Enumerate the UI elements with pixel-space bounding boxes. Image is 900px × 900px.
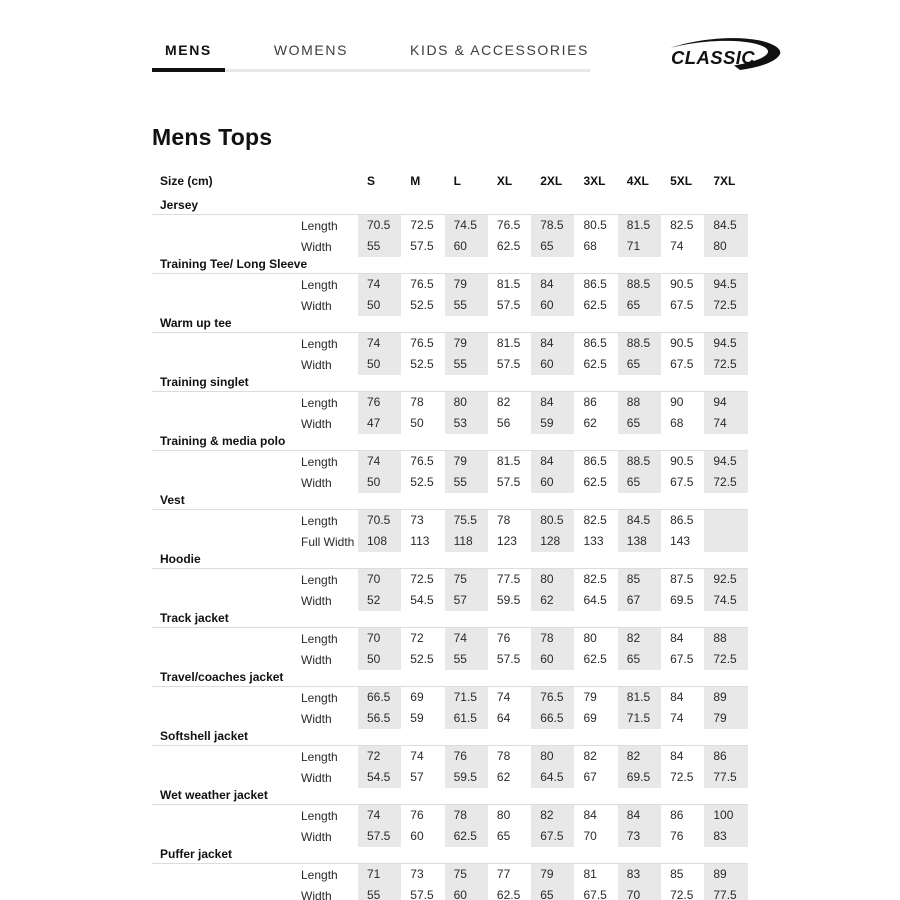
data-cell: 60	[445, 236, 488, 257]
data-cell: 72.5	[704, 295, 747, 316]
data-cell: 72	[358, 746, 401, 767]
data-cell: 84	[531, 274, 574, 295]
data-cell: 50	[358, 472, 401, 493]
size-unit-label: Size (cm)	[160, 174, 213, 188]
data-cell: 72	[410, 631, 424, 645]
data-cell: 86	[704, 746, 747, 767]
data-cell: 82	[583, 749, 597, 763]
data-cell: 59	[410, 711, 424, 725]
measure-label: Length	[301, 218, 338, 233]
data-cell: 77.5	[704, 885, 747, 900]
data-cell: 77.5	[704, 767, 747, 788]
category-label: Travel/coaches jacket	[152, 670, 748, 687]
data-cell: 79	[704, 708, 747, 729]
table-row	[152, 628, 748, 649]
data-cell: 88.5	[618, 274, 661, 295]
data-cell: 77	[496, 867, 511, 881]
data-cell: 68	[583, 239, 597, 253]
data-cell: 90	[670, 395, 684, 409]
data-cell: 67.5	[531, 826, 574, 847]
data-cell: 82.5	[583, 513, 607, 527]
table-row	[152, 767, 748, 788]
data-cell: 72.5	[704, 472, 747, 493]
category-label: Training & media polo	[152, 434, 748, 451]
data-cell: 71	[358, 864, 401, 885]
data-cell: 76.5	[410, 336, 434, 350]
data-cell: 82.5	[583, 572, 607, 586]
data-cell: 73	[410, 513, 424, 527]
data-cell: 86.5	[583, 277, 607, 291]
data-cell: 67	[583, 770, 597, 784]
measure-label: Length	[301, 690, 338, 705]
data-cell: 57	[410, 770, 424, 784]
data-cell: 65	[496, 829, 511, 843]
data-cell: 66.5	[531, 708, 574, 729]
size-column-header: 3XL	[583, 174, 606, 188]
data-cell: 76	[410, 808, 424, 822]
data-cell	[704, 531, 747, 552]
data-cell: 81.5	[496, 336, 521, 350]
data-cell: 90.5	[670, 277, 694, 291]
data-cell: 76.5	[410, 277, 434, 291]
data-cell: 79	[445, 274, 488, 295]
data-cell: 50	[358, 649, 401, 670]
data-cell: 77.5	[496, 572, 521, 586]
data-cell: 86.5	[670, 513, 694, 527]
data-cell: 64.5	[531, 767, 574, 788]
data-cell: 88	[618, 392, 661, 413]
category-label: Vest	[152, 493, 748, 510]
data-cell: 80	[583, 631, 597, 645]
data-cell: 71.5	[445, 687, 488, 708]
size-table	[152, 171, 748, 900]
table-row	[152, 295, 748, 316]
data-cell: 128	[531, 531, 574, 552]
data-cell: 75	[445, 569, 488, 590]
data-cell: 84	[670, 690, 684, 704]
data-cell: 82.5	[670, 218, 694, 232]
data-cell: 80	[704, 236, 747, 257]
data-cell: 57.5	[410, 888, 434, 900]
size-column-header: 7XL	[713, 174, 736, 188]
data-cell: 72.5	[704, 649, 747, 670]
data-cell: 55	[445, 472, 488, 493]
data-cell: 70	[358, 569, 401, 590]
page	[152, 30, 772, 900]
data-cell: 67.5	[583, 888, 607, 900]
measure-label: Length	[301, 513, 338, 528]
measure-label: Width	[301, 416, 332, 431]
data-cell: 79	[583, 690, 597, 704]
table-row	[152, 236, 748, 257]
data-cell: 60	[445, 885, 488, 900]
data-cell: 138	[618, 531, 661, 552]
data-cell: 88.5	[618, 333, 661, 354]
data-cell: 65	[531, 885, 574, 900]
data-cell: 55	[358, 236, 401, 257]
category-label: Puffer jacket	[152, 847, 748, 864]
data-cell: 69	[583, 711, 597, 725]
data-cell: 62.5	[583, 475, 607, 489]
measure-label: Width	[301, 298, 332, 313]
data-cell: 70	[618, 885, 661, 900]
measure-label: Width	[301, 593, 332, 608]
data-cell: 67.5	[670, 475, 694, 489]
measure-label: Width	[301, 888, 332, 900]
data-cell: 79	[445, 333, 488, 354]
size-column-header: L	[453, 174, 461, 188]
data-cell: 50	[410, 416, 424, 430]
data-cell: 62.5	[583, 298, 607, 312]
data-cell: 118	[445, 531, 488, 552]
table-row	[152, 510, 748, 531]
data-cell: 78	[496, 513, 511, 527]
data-cell: 78	[410, 395, 424, 409]
table-row	[152, 215, 748, 236]
data-cell: 69	[410, 690, 424, 704]
data-cell: 78	[445, 805, 488, 826]
data-cell: 76.5	[410, 454, 434, 468]
data-cell: 65	[618, 649, 661, 670]
tab-list	[152, 36, 590, 72]
measure-label: Width	[301, 652, 332, 667]
data-cell: 57.5	[410, 239, 434, 253]
data-cell: 54.5	[358, 767, 401, 788]
data-cell: 62	[583, 416, 597, 430]
data-cell: 74	[670, 711, 684, 725]
data-cell: 76.5	[496, 218, 521, 232]
data-cell: 62.5	[583, 652, 607, 666]
table-row	[152, 826, 748, 847]
data-cell: 57.5	[496, 357, 521, 371]
data-cell: 55	[445, 649, 488, 670]
data-cell: 84	[531, 392, 574, 413]
data-cell	[704, 510, 747, 531]
data-cell: 84	[618, 805, 661, 826]
data-cell: 60	[531, 472, 574, 493]
data-cell: 86	[670, 808, 684, 822]
data-cell: 86.5	[583, 336, 607, 350]
data-cell: 56.5	[358, 708, 401, 729]
measure-label: Length	[301, 631, 338, 646]
table-row	[152, 590, 748, 611]
category-label: Training singlet	[152, 375, 748, 392]
data-cell: 74	[410, 749, 424, 763]
data-cell: 69.5	[670, 593, 694, 607]
measure-label: Length	[301, 277, 338, 292]
data-cell: 79	[531, 864, 574, 885]
data-cell: 74	[358, 805, 401, 826]
data-cell: 72.5	[704, 354, 747, 375]
data-cell: 65	[618, 413, 661, 434]
data-cell: 72.5	[670, 770, 694, 784]
data-cell: 84	[670, 749, 684, 763]
data-cell: 82	[618, 746, 661, 767]
data-cell: 62.5	[496, 888, 521, 900]
data-cell: 86.5	[583, 454, 607, 468]
data-cell: 59.5	[445, 767, 488, 788]
data-cell: 62	[531, 590, 574, 611]
data-cell: 94.5	[704, 451, 747, 472]
data-cell: 75.5	[445, 510, 488, 531]
data-cell: 52.5	[410, 475, 434, 489]
data-cell: 67.5	[670, 652, 694, 666]
data-cell: 81.5	[496, 454, 521, 468]
data-cell: 89	[704, 864, 747, 885]
data-cell: 84	[531, 451, 574, 472]
data-cell: 67.5	[670, 357, 694, 371]
data-cell: 86	[583, 395, 597, 409]
data-cell: 53	[445, 413, 488, 434]
table-row	[152, 885, 748, 900]
data-cell: 76.5	[531, 687, 574, 708]
data-cell: 78	[531, 628, 574, 649]
data-cell: 55	[445, 354, 488, 375]
data-cell: 78	[496, 749, 511, 763]
measure-label: Length	[301, 749, 338, 764]
measure-label: Length	[301, 454, 338, 469]
data-cell: 90.5	[670, 454, 694, 468]
data-cell: 80	[531, 746, 574, 767]
category-label: Training Tee/ Long Sleeve	[152, 257, 748, 274]
data-cell: 73	[410, 867, 424, 881]
data-cell: 76	[358, 392, 401, 413]
measure-label: Width	[301, 239, 332, 254]
data-cell: 89	[704, 687, 747, 708]
data-cell: 50	[358, 295, 401, 316]
data-cell: 80	[531, 569, 574, 590]
table-row	[152, 649, 748, 670]
data-cell: 56	[496, 416, 511, 430]
table-row	[152, 354, 748, 375]
data-cell: 81.5	[618, 687, 661, 708]
data-cell: 82	[496, 395, 511, 409]
data-cell: 64.5	[583, 593, 607, 607]
data-cell: 88.5	[618, 451, 661, 472]
data-cell: 85	[670, 867, 684, 881]
size-column-header: M	[410, 174, 421, 188]
data-cell: 85	[618, 569, 661, 590]
size-column-header: 2XL	[540, 174, 563, 188]
data-cell: 65	[618, 472, 661, 493]
data-cell: 71	[618, 236, 661, 257]
data-cell: 84	[583, 808, 597, 822]
data-cell: 50	[358, 354, 401, 375]
data-cell: 80.5	[531, 510, 574, 531]
table-row	[152, 392, 748, 413]
data-cell: 57.5	[496, 652, 521, 666]
data-cell: 52	[358, 590, 401, 611]
data-cell: 73	[618, 826, 661, 847]
data-cell: 70.5	[358, 510, 401, 531]
table-row	[152, 333, 748, 354]
data-cell: 81	[583, 867, 597, 881]
table-row	[152, 274, 748, 295]
data-cell: 76	[670, 829, 684, 843]
data-cell: 72.5	[410, 218, 434, 232]
data-cell: 82	[618, 628, 661, 649]
size-column-header: 4XL	[626, 174, 649, 188]
page-title: Mens Tops	[152, 124, 273, 150]
data-cell: 80	[496, 808, 511, 822]
measure-label: Width	[301, 829, 332, 844]
data-cell: 92.5	[704, 569, 747, 590]
data-cell: 100	[704, 805, 747, 826]
table-row	[152, 413, 748, 434]
data-cell: 83	[704, 826, 747, 847]
data-cell: 57.5	[496, 298, 521, 312]
data-cell: 83	[618, 864, 661, 885]
data-cell: 81.5	[496, 277, 521, 291]
data-cell: 113	[410, 534, 430, 548]
table-row	[152, 569, 748, 590]
category-label: Warm up tee	[152, 316, 748, 333]
data-cell: 59.5	[496, 593, 521, 607]
data-cell: 72.5	[410, 572, 434, 586]
data-cell: 80.5	[583, 218, 607, 232]
data-cell: 94.5	[704, 333, 747, 354]
data-cell: 74	[496, 690, 511, 704]
classic-brand-logo	[666, 32, 784, 76]
table-row	[152, 805, 748, 826]
tab-kids-accessories[interactable]: KIDS & ACCESSORIES	[410, 42, 589, 58]
data-cell: 70	[583, 829, 597, 843]
data-cell: 76	[445, 746, 488, 767]
data-cell: 80	[445, 392, 488, 413]
tab-mens[interactable]: MENS	[152, 36, 225, 72]
table-row	[152, 531, 748, 552]
data-cell: 52.5	[410, 298, 434, 312]
measure-label: Width	[301, 711, 332, 726]
data-cell: 62.5	[583, 357, 607, 371]
data-cell: 108	[358, 531, 401, 552]
measure-label: Length	[301, 336, 338, 351]
data-cell: 62.5	[496, 239, 521, 253]
data-cell: 55	[445, 295, 488, 316]
data-cell: 94.5	[704, 274, 747, 295]
data-cell: 74	[358, 274, 401, 295]
measure-label: Length	[301, 808, 338, 823]
measure-label: Width	[301, 475, 332, 490]
size-table-header	[152, 171, 748, 191]
data-cell: 57	[445, 590, 488, 611]
data-cell: 76	[496, 631, 511, 645]
data-cell: 65	[618, 295, 661, 316]
data-cell: 79	[445, 451, 488, 472]
measure-label: Length	[301, 395, 338, 410]
data-cell: 87.5	[670, 572, 694, 586]
table-row	[152, 708, 748, 729]
data-cell: 72.5	[670, 888, 694, 900]
data-cell: 52.5	[410, 357, 434, 371]
data-cell: 71.5	[618, 708, 661, 729]
data-cell: 74.5	[445, 215, 488, 236]
data-cell: 74	[358, 451, 401, 472]
data-cell: 75	[445, 864, 488, 885]
brand-logo-text: CLASSIC	[671, 47, 755, 68]
data-cell: 90.5	[670, 336, 694, 350]
data-cell: 70.5	[358, 215, 401, 236]
data-cell: 57.5	[358, 826, 401, 847]
data-cell: 62.5	[445, 826, 488, 847]
data-cell: 65	[618, 354, 661, 375]
category-label: Track jacket	[152, 611, 748, 628]
table-row	[152, 864, 748, 885]
data-cell: 143	[670, 534, 691, 548]
data-cell: 94	[704, 392, 747, 413]
data-cell: 57.5	[496, 475, 521, 489]
category-label: Hoodie	[152, 552, 748, 569]
size-column-header: XL	[496, 174, 513, 188]
data-cell: 68	[670, 416, 684, 430]
data-cell: 64	[496, 711, 511, 725]
data-cell: 67	[618, 590, 661, 611]
data-cell: 61.5	[445, 708, 488, 729]
data-cell: 78.5	[531, 215, 574, 236]
measure-label: Width	[301, 770, 332, 785]
data-cell: 54.5	[410, 593, 434, 607]
data-cell: 69.5	[618, 767, 661, 788]
data-cell: 60	[410, 829, 424, 843]
tab-womens[interactable]: WOMENS	[273, 42, 349, 58]
data-cell: 74	[670, 239, 684, 253]
data-cell: 60	[531, 295, 574, 316]
tab-bar	[152, 36, 772, 76]
measure-label: Length	[301, 572, 338, 587]
data-cell: 65	[531, 236, 574, 257]
data-cell: 60	[531, 354, 574, 375]
data-cell: 123	[496, 534, 517, 548]
category-label: Softshell jacket	[152, 729, 748, 746]
data-cell: 47	[358, 413, 401, 434]
data-cell: 55	[358, 885, 401, 900]
data-cell: 88	[704, 628, 747, 649]
measure-label: Width	[301, 357, 332, 372]
measure-label: Length	[301, 867, 338, 882]
category-label: Wet weather jacket	[152, 788, 748, 805]
data-cell: 52.5	[410, 652, 434, 666]
data-cell: 133	[583, 534, 604, 548]
size-table-body	[152, 198, 748, 900]
data-cell: 84.5	[618, 510, 661, 531]
data-cell: 81.5	[618, 215, 661, 236]
data-cell: 60	[531, 649, 574, 670]
data-cell: 70	[358, 628, 401, 649]
data-cell: 74.5	[704, 590, 747, 611]
table-row	[152, 451, 748, 472]
size-column-header: S	[367, 174, 376, 188]
data-cell: 84	[531, 333, 574, 354]
data-cell: 74	[445, 628, 488, 649]
data-cell: 59	[531, 413, 574, 434]
size-column-header: 5XL	[670, 174, 693, 188]
data-cell: 84.5	[704, 215, 747, 236]
data-cell: 82	[531, 805, 574, 826]
data-cell: 84	[670, 631, 684, 645]
data-cell: 66.5	[358, 687, 401, 708]
data-cell: 67.5	[670, 298, 694, 312]
table-row	[152, 746, 748, 767]
table-row	[152, 687, 748, 708]
data-cell: 74	[358, 333, 401, 354]
category-label: Jersey	[152, 198, 748, 215]
table-row	[152, 472, 748, 493]
measure-label: Full Width	[301, 534, 355, 549]
data-cell: 62	[496, 770, 511, 784]
data-cell: 74	[704, 413, 747, 434]
